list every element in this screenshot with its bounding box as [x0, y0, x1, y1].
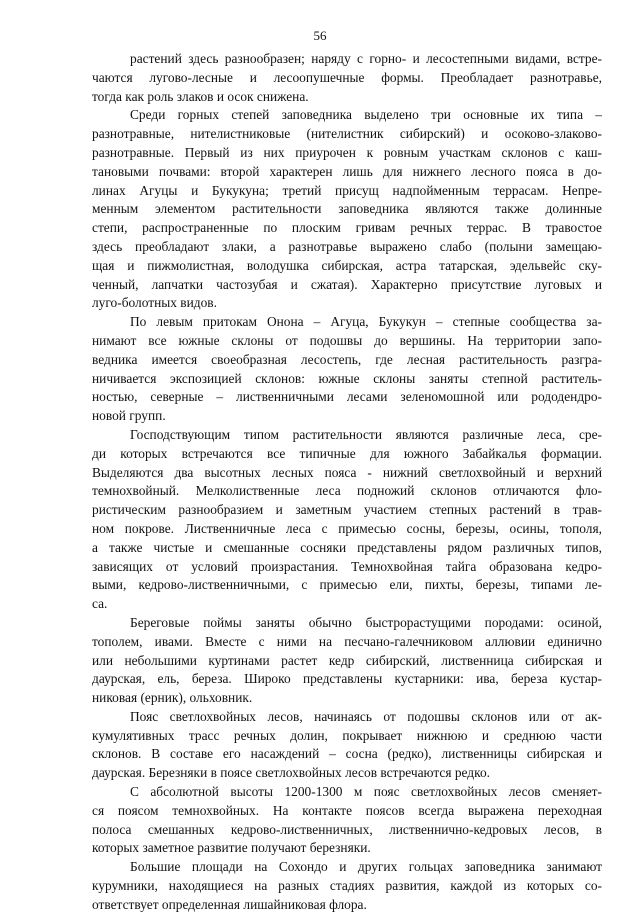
- paragraph: [92, 614, 602, 708]
- text-line: разнотравные, нителистниковые (нителистник сибирский) и осоково-злаково-: [92, 126, 602, 142]
- text-line: Пояс светлохвойных лесов, начинаясь от подошвы склонов или от ак-: [130, 708, 602, 724]
- text-line: здесь преобладают злаки, а разнотравье выражено слабо (полыни замещаю-: [92, 238, 602, 254]
- text-line: ченный, лапчатки частозубая и сжатая). Характерно присутствие луговых и: [92, 276, 602, 292]
- text-line: чаются лугово-лесные и лесоопушечные формы. Преобладает разнотравье,: [92, 69, 602, 85]
- text-line: Среди горных степей заповедника выделено три основные их типа –: [130, 107, 602, 123]
- text-line: Большие площади на Сохондо и других гольцах заповедника занимают: [130, 859, 602, 875]
- paragraph: [92, 313, 602, 426]
- paragraph: [92, 50, 602, 106]
- body-text: [92, 50, 602, 915]
- text-line: склонов. В составе его насаждений – сосна (редко), лиственницы сибирская и: [92, 746, 602, 762]
- text-line: менным элементом растительности заповедника являются также долинные: [92, 201, 602, 217]
- text-line: полоса смешанных кедрово-лиственничных, лиственнично-кедровых лесов, в: [92, 821, 602, 837]
- text-line: ответствует определенная лишайниковая флора.: [92, 896, 367, 912]
- text-line: ничивается экспозицией склонов: южные склоны заняты степной раститель-: [92, 370, 602, 386]
- text-line: линах Агуцы и Букукуна; третий присущ надпойменным террасам. Непре-: [92, 182, 602, 198]
- text-line: новой групп.: [92, 408, 166, 424]
- text-line: По левым притокам Онона – Агуца, Букукун – степные сообщества за-: [130, 314, 602, 330]
- text-line: кумулятивных трасс речных долин, покрывает нижнюю и среднюю части: [92, 727, 602, 743]
- paragraph: [92, 106, 602, 313]
- text-line: разнотравные. Первый из них приурочен к ровным участкам склонов с каш-: [92, 144, 602, 160]
- paragraph: [92, 426, 602, 614]
- text-line: щая и пижмолистная, володушка сибирская, астра татарская, эдельвейс ску-: [92, 257, 602, 273]
- text-line: а также чистые и смешанные сосняки представлены рядом различных типов,: [92, 539, 602, 555]
- text-line: или небольшими куртинами растет кедр сибирский, лиственница сибирская и: [92, 652, 602, 668]
- text-line: тановыми почвами: второй характерен лишь для нижнего лесного пояса в до-: [92, 163, 602, 179]
- text-line: С абсолютной высоты 1200-1300 м пояс светлохвойных лесов сменяет-: [130, 784, 602, 800]
- text-line: растений здесь разнообразен; наряду с горно- и лесостепными видами, встре-: [130, 51, 602, 66]
- text-line: ся поясом темнохвойных. На контакте поясов всегда выражена переходная: [92, 802, 602, 818]
- text-line: никовая (ерник), ольховник.: [92, 690, 253, 706]
- text-line: Береговые поймы заняты обычно быстрорастущими породами: осиной,: [130, 614, 602, 630]
- paragraph: [92, 783, 602, 858]
- text-line: ведника имеется своеобразная лесостепь, где лесная растительность разгра-: [92, 351, 602, 367]
- text-line: са.: [92, 596, 108, 612]
- text-line: тогда как роль злаков и осок снижена.: [92, 88, 309, 104]
- text-line: даурская, ель, береза. Широко представлены кустарники: ива, береза кустар-: [92, 671, 602, 687]
- text-line: ди которых встречаются все типичные для южного Забайкалья формации.: [92, 445, 602, 461]
- text-line: степи, распространенные по плоским гривам речных террас. В травостое: [92, 220, 602, 236]
- text-line: ристическим разнообразием и заметным участием степных растений в трав-: [92, 502, 602, 518]
- text-line: Господствующим типом растительности являются различные леса, сре-: [130, 426, 602, 442]
- page-number: 56: [313, 28, 327, 43]
- text-line: тополем, ивами. Вместе с ними на песчано-галечниковом аллювии единично: [92, 633, 602, 649]
- text-line: ностью, северные – лиственничными лесами зеленомошной или рододендро-: [92, 389, 602, 405]
- paragraph: [92, 708, 602, 783]
- text-line: нимают все южные склоны от подошвы до вершины. На территории запо-: [92, 332, 602, 348]
- text-line: луго-болотных видов.: [92, 295, 217, 311]
- paragraph: [92, 858, 602, 914]
- text-line: ном покрове. Лиственничные леса с примесью сосны, березы, осины, тополя,: [92, 520, 602, 536]
- text-line: зависящих от условий произрастания. Темнохвойная тайга образована кедро-: [92, 558, 602, 574]
- text-line: даурская. Березняки в поясе светлохвойных лесов встречаются редко.: [92, 765, 490, 781]
- text-line: выми, кедрово-лиственничными, с примесью ели, пихты, березы, типами ле-: [92, 577, 602, 593]
- text-line: Выделяются два высотных лесных пояса - нижний светлохвойный и верхний: [92, 464, 602, 480]
- text-line: которых заметное развитие получают березняки.: [92, 840, 371, 856]
- text-line: темнохвойный. Мелколиственные леса подножий склонов отличаются фло-: [92, 483, 602, 499]
- text-line: курумники, находящиеся на разных стадиях развития, каждой из которых со-: [92, 878, 602, 894]
